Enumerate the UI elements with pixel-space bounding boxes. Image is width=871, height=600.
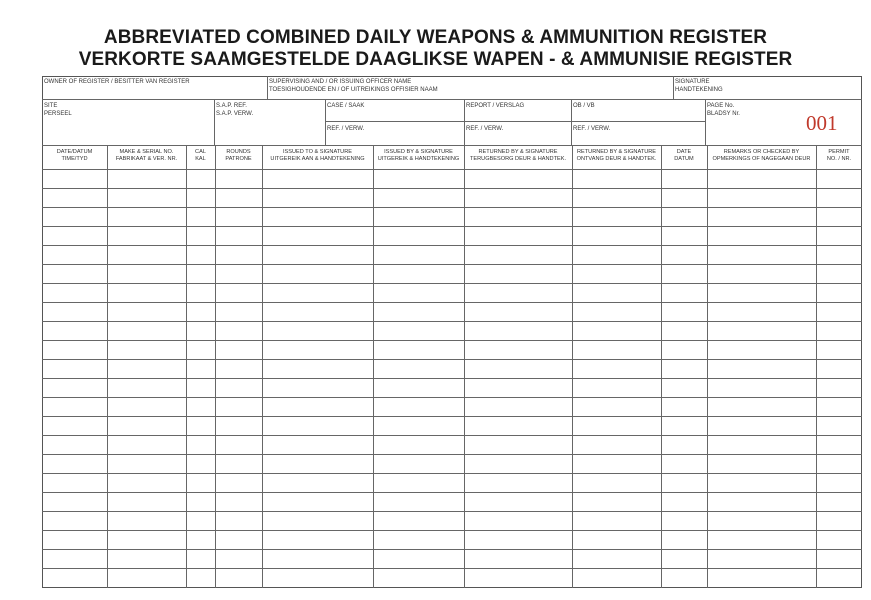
- case-ref-field[interactable]: [325, 124, 464, 136]
- report-field[interactable]: [464, 101, 571, 113]
- table-row-line: [42, 264, 862, 265]
- table-row-line: [42, 340, 862, 341]
- page-label-af: BLADSY Nr.: [707, 110, 740, 117]
- site-label-af: PERSEEL: [44, 110, 72, 117]
- column-divider: [464, 145, 465, 588]
- column-header-label: KAL: [195, 156, 206, 162]
- site-label-en: SITE: [44, 103, 58, 109]
- table-row-line: [42, 416, 862, 417]
- ob-label: OB / VB: [573, 103, 595, 109]
- ob-ref-field[interactable]: [571, 124, 705, 136]
- column-header-label: DATUM: [674, 156, 694, 162]
- table-row-line: [42, 245, 862, 246]
- column-divider: [107, 145, 108, 588]
- column-header: [262, 148, 373, 168]
- sap-ref-label-en: S.A.P. REF.: [216, 103, 247, 109]
- case-field[interactable]: [325, 101, 464, 113]
- report-ref-label: REF. / VERW.: [466, 126, 504, 132]
- column-header-label: FABRIKAAT & VER. NR.: [115, 156, 178, 162]
- column-divider: [262, 145, 263, 588]
- column-divider: [572, 145, 573, 588]
- table-row-line: [42, 207, 862, 208]
- ob-field[interactable]: [571, 101, 705, 113]
- owner-field[interactable]: [42, 77, 267, 89]
- table-row-line: [42, 378, 862, 379]
- column-divider: [186, 145, 187, 588]
- column-header-label: PERMIT: [828, 149, 850, 155]
- signature-label-en: SIGNATURE: [675, 79, 710, 85]
- register-title-english: ABBREVIATED COMBINED DAILY WEAPONS & AMMUNITION REGISTER: [103, 27, 768, 48]
- column-header-label: ONTVANG DEUR & HANDTEK.: [576, 156, 657, 162]
- column-divider: [215, 145, 216, 588]
- report-label: REPORT / VERSLAG: [466, 103, 525, 109]
- column-header: [816, 148, 862, 168]
- column-header-label: OPMERKINGS OF NAGEGAAN DEUR: [712, 156, 811, 162]
- column-divider: [661, 145, 662, 588]
- sap-ref-label-af: S.A.P. VERW.: [216, 110, 254, 117]
- table-row-line: [42, 397, 862, 398]
- column-header-label: ISSUED TO & SIGNATURE: [282, 149, 352, 155]
- column-divider: [816, 145, 817, 588]
- register-title-afrikaans: VERKORTE SAAMGESTELDE DAAGLIKSE WAPEN - & AMMUNISIE REGISTER: [78, 49, 793, 70]
- column-divider: [707, 145, 708, 588]
- table-row-line: [42, 511, 862, 512]
- column-header: [661, 148, 707, 168]
- column-header: [572, 148, 661, 168]
- signature-field[interactable]: [673, 77, 862, 96]
- column-header-label: CAL: [195, 149, 206, 155]
- officer-label-af: TOESIGHOUDENDE EN / OF UITREIKINGS OFFISIER NAAM: [269, 86, 438, 93]
- column-header-bottom-line: [42, 169, 862, 170]
- column-header-label: UITGEREIK AAN & HANDTEKENING: [270, 156, 365, 162]
- column-header-label: PATRONE: [225, 156, 252, 162]
- column-header-label: ISSUED BY & SIGNATURE: [384, 149, 453, 155]
- table-row-line: [42, 226, 862, 227]
- column-header: [707, 148, 816, 168]
- column-divider: [373, 145, 374, 588]
- column-header: [186, 148, 215, 168]
- column-header: [215, 148, 262, 168]
- table-row-line: [42, 549, 862, 550]
- column-header: [373, 148, 464, 168]
- page-field: [705, 101, 862, 120]
- header-divider: [42, 99, 862, 100]
- table-row-line: [42, 359, 862, 360]
- column-header: [464, 148, 572, 168]
- column-header-label: DATE/DATUM: [56, 149, 93, 155]
- column-header-label: ROUNDS: [226, 149, 251, 155]
- page-number: 001: [806, 111, 838, 135]
- column-header: [42, 148, 107, 168]
- officer-field[interactable]: [267, 77, 673, 96]
- table-row-line: [42, 302, 862, 303]
- table-row-line: [42, 473, 862, 474]
- report-ref-field[interactable]: [464, 124, 571, 136]
- signature-label-af: HANDTEKENING: [675, 86, 723, 93]
- officer-label-en: SUPERVISING AND / OR ISSUING OFFICER NAME: [269, 79, 412, 85]
- column-header-label: MAKE & SERIAL NO.: [119, 149, 174, 155]
- column-header-label: DATE: [676, 149, 692, 155]
- table-row-line: [42, 283, 862, 284]
- ob-ref-label: REF. / VERW.: [573, 126, 611, 132]
- table-row-line: [42, 321, 862, 322]
- header-bottom-line: [42, 145, 862, 146]
- table-row-line: [42, 568, 862, 569]
- column-header-label: RETURNED BY & SIGNATURE: [478, 149, 558, 155]
- owner-label: OWNER OF REGISTER / BESITTER VAN REGISTER: [44, 79, 190, 85]
- table-row-line: [42, 435, 862, 436]
- table-row-line: [42, 188, 862, 189]
- column-header-label: TERUGBESORG DEUR & HANDTEK.: [469, 156, 567, 162]
- ref-divider: [325, 121, 705, 122]
- column-header: [107, 148, 186, 168]
- table-row-line: [42, 530, 862, 531]
- column-header-label: TIME/TYD: [61, 156, 88, 162]
- site-field[interactable]: [42, 101, 214, 120]
- case-label: CASE / SAAK: [327, 103, 365, 109]
- column-header-label: REMARKS OR CHECKED BY: [723, 149, 800, 155]
- table-row-line: [42, 492, 862, 493]
- column-header-label: RETURNED BY & SIGNATURE: [576, 149, 657, 155]
- table-row-line: [42, 454, 862, 455]
- column-header-label: NO. / NR.: [826, 156, 852, 162]
- case-ref-label: REF. / VERW.: [327, 126, 365, 132]
- page-label-en: PAGE No.: [707, 103, 735, 109]
- column-header-label: UITGEREIK & HANDTEKENING: [377, 156, 460, 162]
- sap-ref-field[interactable]: [214, 101, 325, 120]
